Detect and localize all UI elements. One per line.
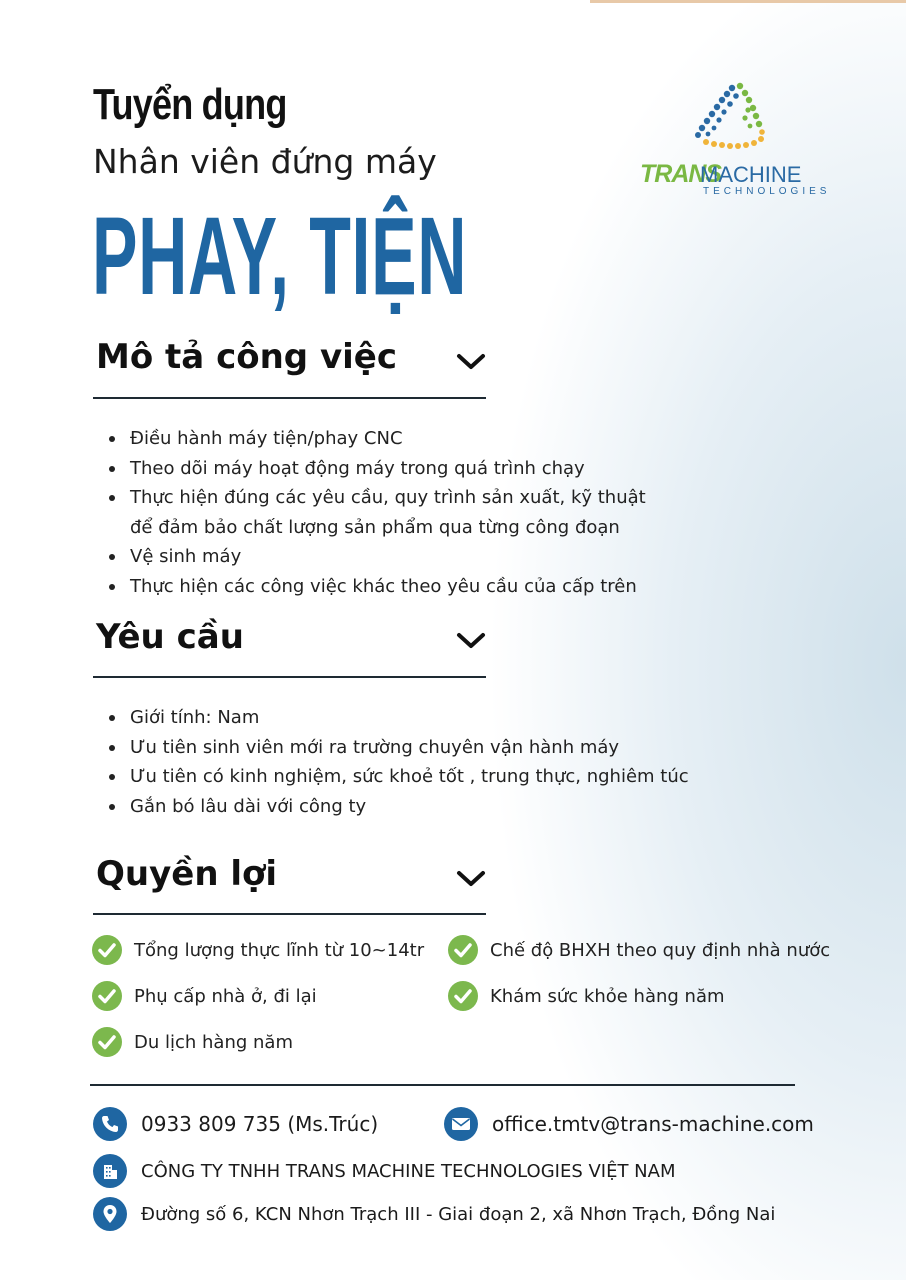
- benefit-item: [448, 981, 725, 1011]
- section-title-description: Mô tả công việc: [96, 337, 397, 377]
- contact-divider: [90, 1084, 795, 1086]
- contact-phone[interactable]: [93, 1107, 378, 1141]
- headline-job-title: PHAY, TIỆN: [92, 195, 468, 318]
- list-item: Ưu tiên sinh viên mới ra trường chuyên vận hành máy: [96, 733, 689, 763]
- list-item: Giới tính: Nam: [96, 703, 689, 733]
- triangle-dots-logo-icon: [636, 82, 826, 162]
- list-item: Vệ sinh máy: [96, 542, 646, 572]
- logo-word-trans: TRANS: [640, 160, 722, 188]
- requirements-list: [96, 703, 689, 821]
- building-icon: [93, 1154, 127, 1188]
- contact-email[interactable]: [444, 1107, 814, 1141]
- check-circle-icon: [92, 1027, 122, 1057]
- section-divider: [93, 913, 486, 915]
- list-item: Ưu tiên có kinh nghiệm, sức khoẻ tốt , trung thực, nghiêm túc: [96, 762, 689, 792]
- benefit-item: [92, 1027, 293, 1057]
- headline-recruiting: Tuyển dụng: [93, 80, 287, 129]
- benefit-label: Du lịch hàng năm: [134, 1031, 293, 1053]
- headline-position: Nhân viên đứng máy: [93, 142, 437, 181]
- section-divider: [93, 676, 486, 678]
- chevron-down-icon: [456, 631, 486, 651]
- section-title-benefits: Quyền lợi: [96, 854, 278, 894]
- check-circle-icon: [448, 935, 478, 965]
- list-item: Điều hành máy tiện/phay CNC: [96, 424, 646, 454]
- benefit-item: [92, 981, 317, 1011]
- benefit-item: [92, 935, 424, 965]
- company-name: CÔNG TY TNHH TRANS MACHINE TECHNOLOGIES VIỆT NAM: [141, 1160, 676, 1182]
- benefit-label: Khám sức khỏe hàng năm: [490, 985, 725, 1007]
- check-circle-icon: [448, 981, 478, 1011]
- check-circle-icon: [92, 935, 122, 965]
- phone-number: 0933 809 735 (Ms.Trúc): [141, 1112, 379, 1136]
- contact-company: [93, 1154, 676, 1188]
- section-title-requirements: Yêu cầu: [96, 617, 244, 657]
- logo-word-technologies: TECHNOLOGIES: [703, 186, 831, 197]
- contact-address[interactable]: [93, 1197, 775, 1231]
- section-divider: [93, 397, 486, 399]
- list-item: Thực hiện đúng các yêu cầu, quy trình sản xuất, kỹ thuật: [96, 483, 646, 513]
- phone-icon: [93, 1107, 127, 1141]
- address-text: Đường số 6, KCN Nhơn Trạch III - Giai đoạn 2, xã Nhơn Trạch, Đồng Nai: [141, 1203, 776, 1225]
- benefit-item: [448, 935, 830, 965]
- benefit-label: Phụ cấp nhà ở, đi lại: [134, 985, 317, 1007]
- logo-word-machine: MACHINE: [700, 162, 802, 187]
- top-accent-strip: [590, 0, 906, 3]
- chevron-down-icon: [456, 352, 486, 372]
- email-icon: [444, 1107, 478, 1141]
- email-address: office.tmtv@trans-machine.com: [492, 1112, 814, 1136]
- check-circle-icon: [92, 981, 122, 1011]
- description-list: [96, 424, 646, 601]
- list-item: Theo dõi máy hoạt động máy trong quá trình chạy: [96, 454, 646, 484]
- list-item: Thực hiện các công việc khác theo yêu cầu của cấp trên: [96, 572, 646, 602]
- list-item-continuation: để đảm bảo chất lượng sản phẩm qua từng công đoạn: [130, 516, 620, 538]
- benefit-label: Tổng lượng thực lĩnh từ 10~14tr: [134, 939, 425, 961]
- list-item: Gắn bó lâu dài với công ty: [96, 792, 689, 822]
- location-pin-icon: [93, 1197, 127, 1231]
- chevron-down-icon: [456, 869, 486, 889]
- benefit-label: Chế độ BHXH theo quy định nhà nước: [490, 939, 831, 961]
